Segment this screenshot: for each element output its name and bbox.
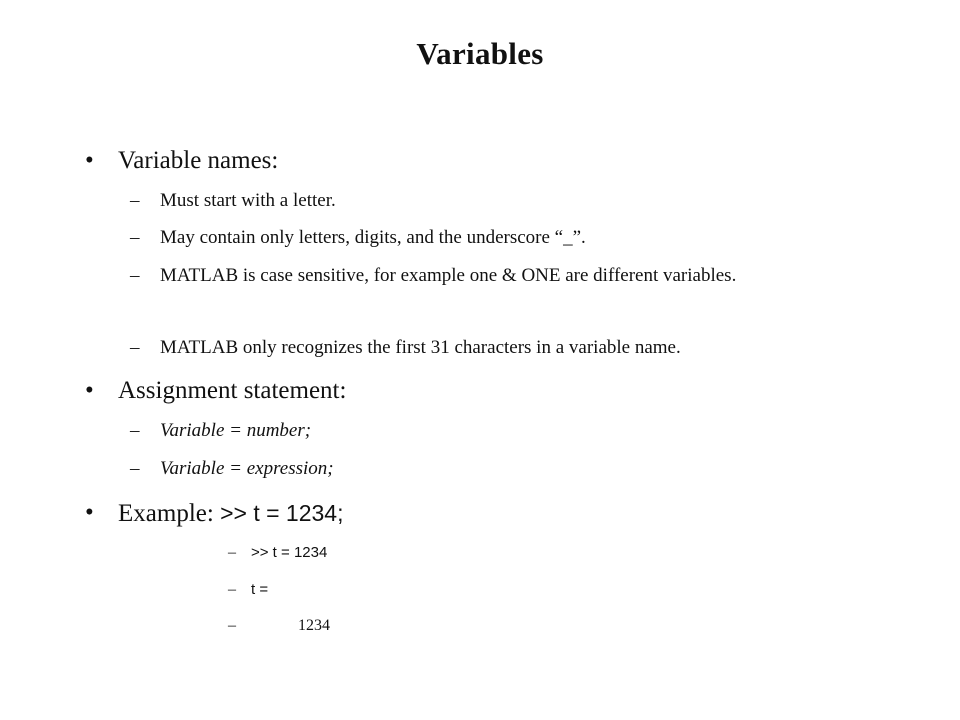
sub-item-text: MATLAB only recognizes the first 31 characters in a variable name. (160, 337, 681, 358)
dash-glyph: – (130, 190, 140, 211)
dash-glyph: – (228, 581, 236, 598)
dash-glyph: – (130, 265, 140, 286)
dash-glyph: – (130, 458, 140, 479)
bullet-label: Assignment statement: (118, 377, 347, 404)
dash-glyph: – (130, 227, 140, 248)
bullet-label: Variable names: (118, 147, 279, 174)
sub-item-text: Variable = expression; (160, 458, 334, 479)
bullet-glyph: • (85, 147, 94, 174)
dash-glyph: – (228, 617, 236, 634)
bullet-glyph: • (85, 377, 94, 404)
dash-glyph: – (228, 544, 236, 561)
sub-item-text: Must start with a letter. (160, 190, 336, 211)
code-line-text: >> t = 1234 (251, 544, 328, 561)
bullet-label-code: >> t = 1234; (220, 500, 344, 526)
slide-title: Variables (416, 36, 544, 71)
bullet-label-prefix: Example: (118, 500, 221, 527)
sub-item-text: MATLAB is case sensitive, for example one & ONE are different variables. (160, 265, 737, 286)
code-line-text: 1234 (298, 617, 330, 634)
dash-glyph: – (130, 337, 140, 358)
sub-item-text: May contain only letters, digits, and the underscore “_”. (160, 227, 586, 248)
bullet-label (118, 498, 343, 529)
sub-item-text: Variable = number; (160, 420, 312, 441)
code-line-text: t = (251, 581, 269, 598)
bullet-glyph: • (85, 499, 94, 526)
dash-glyph: – (130, 420, 140, 441)
